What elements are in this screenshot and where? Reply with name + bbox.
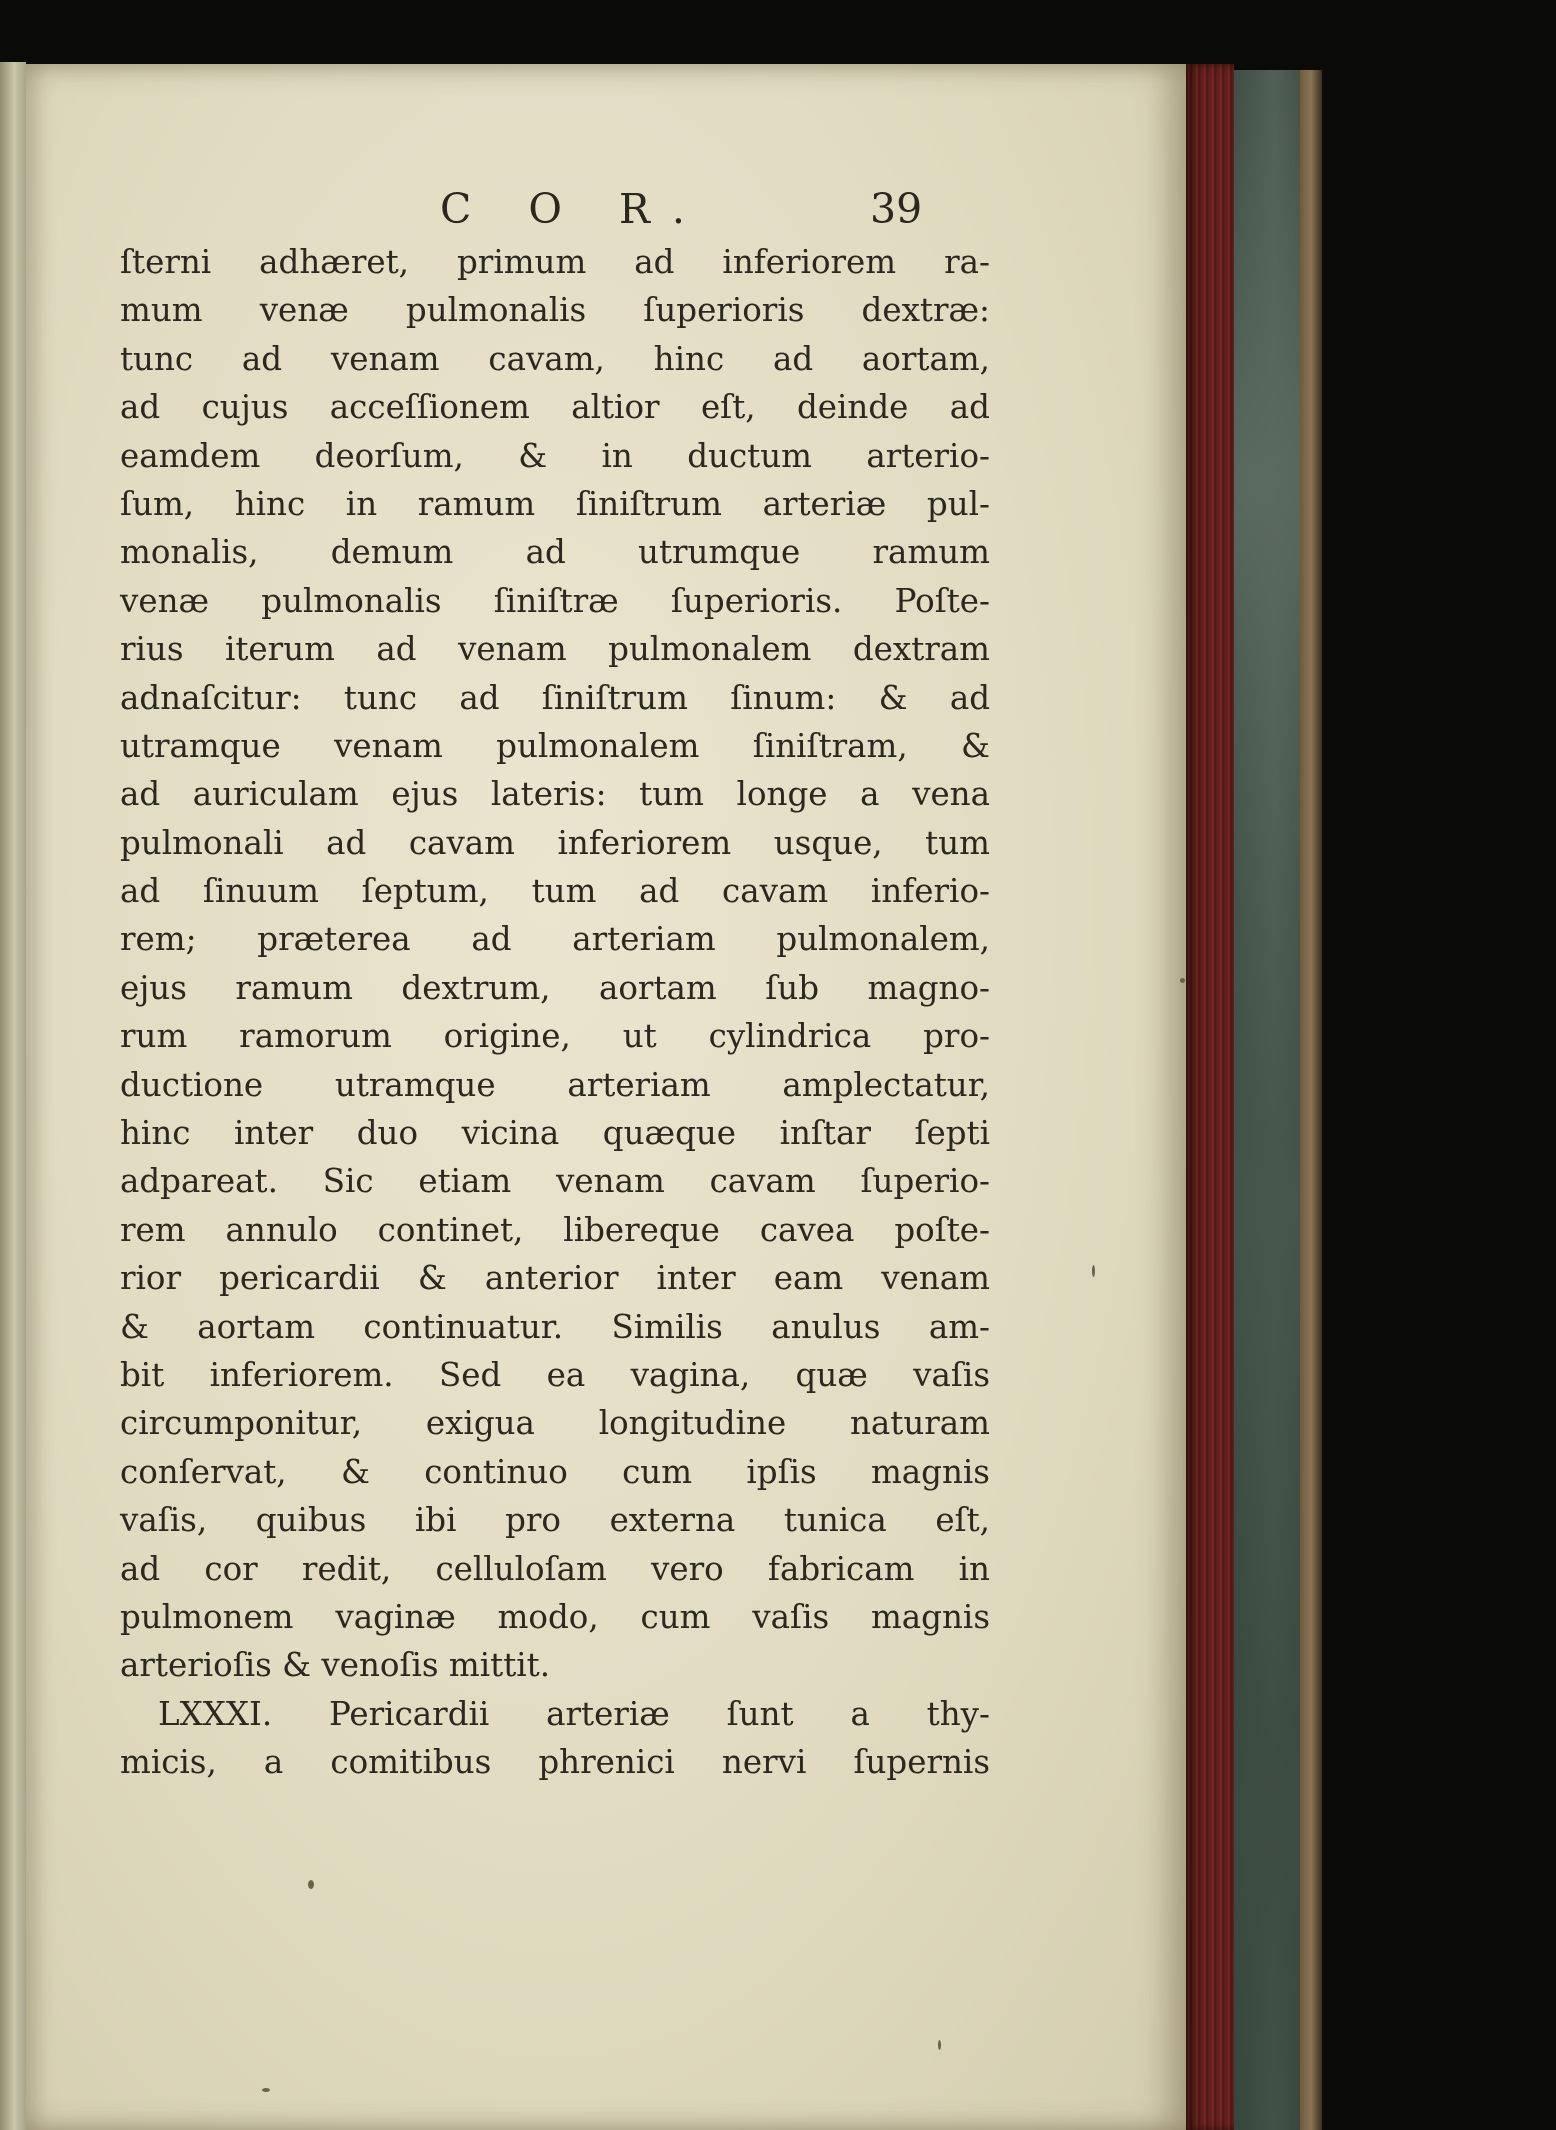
text-line: venæ pulmonalis ſiniſtræ ſuperioris. Poſte- <box>120 581 990 620</box>
text-line: ad auriculam ejus lateris: tum longe a vena <box>120 775 990 814</box>
paper-speck <box>938 2040 941 2050</box>
text-line: monalis, demum ad utrumque ramum <box>120 533 990 572</box>
page-number: 39 <box>870 185 923 233</box>
text-line: rius iterum ad venam pulmonalem dextram <box>120 630 990 669</box>
text-line: ad cujus acceſſionem altior eſt, deinde ad <box>120 388 990 427</box>
section-text-line: micis, a comitibus phrenici nervi ſupernis <box>120 1743 990 1782</box>
text-line: vaſis, quibus ibi pro externa tunica eſt, <box>120 1501 990 1540</box>
paper-speck <box>1180 978 1185 983</box>
section-heading-line: LXXXI. Pericardii arteriæ ſunt a thy- <box>158 1694 990 1733</box>
text-line: eamdem deorſum, & in ductum arterio- <box>120 436 990 475</box>
text-line: utramque venam pulmonalem ſiniſtram, & <box>120 726 990 765</box>
cover-edge <box>1300 70 1322 2130</box>
text-line: rum ramorum origine, ut cylindrica pro- <box>120 1017 990 1056</box>
paper-speck <box>308 1880 314 1889</box>
text-line: rior pericardii & anterior inter eam venam <box>120 1259 990 1298</box>
paper-speck <box>1092 1265 1095 1277</box>
text-line: pulmonem vaginæ modo, cum vaſis magnis <box>120 1597 990 1636</box>
text-line: ad cor redit, celluloſam vero fabricam in <box>120 1549 990 1588</box>
text-line: bit inferiorem. Sed ea vagina, quæ vaſis <box>120 1355 990 1394</box>
paper-speck <box>262 2088 270 2092</box>
page-edges-red <box>1186 64 1234 2130</box>
text-line: ductione utramque arteriam amplectatur, <box>120 1065 990 1104</box>
text-line: hinc inter duo vicina quæque inſtar ſepti <box>120 1114 990 1153</box>
text-line: adpareat. Sic etiam venam cavam ſuperio- <box>120 1162 990 1201</box>
text-line: conſervat, & continuo cum ipſis magnis <box>120 1452 990 1491</box>
text-line: circumponitur, exigua longitudine naturam <box>120 1404 990 1443</box>
text-line: ejus ramum dextrum, aortam ſub magno- <box>120 968 990 1007</box>
left-page-edge <box>0 62 26 2130</box>
text-line: arterioſis & venoſis mittit. <box>120 1646 551 1685</box>
text-line: tunc ad venam cavam, hinc ad aortam, <box>120 339 990 378</box>
running-head: C O R. <box>440 185 707 233</box>
text-line: ſterni adhæret, primum ad inferiorem ra- <box>120 243 990 281</box>
text-line: rem; præterea ad arteriam pulmonalem, <box>120 920 990 959</box>
text-line: pulmonali ad cavam inferiorem usque, tum <box>120 823 990 862</box>
body-text <box>120 238 990 1787</box>
text-line: & aortam continuatur. Similis anulus am- <box>120 1307 990 1346</box>
page-header <box>120 185 1020 235</box>
text-line: adnaſcitur: tunc ad ſiniſtrum ſinum: & ad <box>120 678 990 717</box>
text-line: mum venæ pulmonalis ſuperioris dextræ: <box>120 291 990 330</box>
text-line: rem annulo continet, libereque cavea poſte- <box>120 1210 990 1249</box>
text-line: ſum, hinc in ramum ſiniſtrum arteriæ pul- <box>120 484 990 523</box>
text-line: ad ſinuum ſeptum, tum ad cavam inferio- <box>120 872 990 911</box>
